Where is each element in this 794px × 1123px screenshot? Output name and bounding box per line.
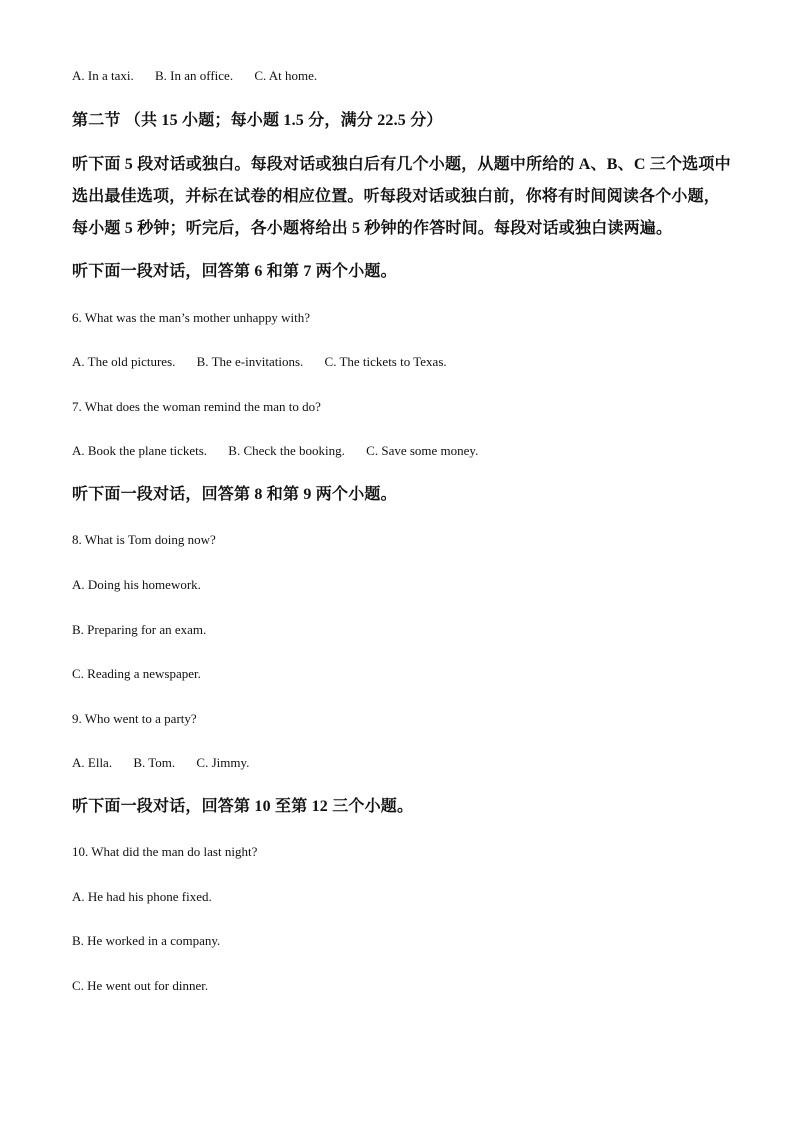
question-7: 7. What does the woman remind the man to do? [72,399,321,414]
dialog-heading-6-7: 听下面一段对话，回答第 6 和第 7 两个小题。 [72,263,397,280]
q7-option-b: B. Check the booking. [228,443,345,458]
q9-option-c: C. Jimmy. [196,755,250,770]
question-6: 6. What was the man’s mother unhappy with? [72,310,311,325]
q8-option-c: C. Reading a newspaper. [72,666,201,681]
q5-option-b: B. In an office. [154,68,234,83]
q6-option-c: C. The tickets to Texas. [324,354,447,369]
q6-option-b: B. The e-invitations. [196,354,304,369]
dialog-heading-10-12: 听下面一段对话，回答第 10 至第 12 三个小题。 [72,798,414,815]
question-8: 8. What is Tom doing now? [72,532,216,547]
q9-options [72,754,249,772]
question-10: 10. What did the man do last night? [72,844,258,859]
q5-option-c: C. At home. [254,68,318,83]
q8-option-a: A. Doing his homework. [72,577,201,592]
q8-option-b: B. Preparing for an exam. [72,622,207,637]
instruction-line-3: 每小题 5 秒钟；听完后，各小题将给出 5 秒钟的作答时间。每段对话或独白读两遍。 [72,220,673,237]
q10-option-a: A. He had his phone fixed. [72,889,212,904]
instruction-line-1: 听下面 5 段对话或独白。每段对话或独白后有几个小题，从题中所给的 A、B、C 三个选项中 [72,156,731,173]
q10-option-b: B. He worked in a company. [72,933,221,948]
q6-option-a: A. The old pictures. [72,354,176,369]
q5-options [72,67,317,85]
question-9: 9. Who went to a party? [72,711,197,726]
q7-option-c: C. Save some money. [366,443,479,458]
q10-option-c: C. He went out for dinner. [72,978,209,993]
q5-option-a: A. In a taxi. [72,68,134,83]
q9-option-b: B. Tom. [133,755,176,770]
q9-option-a: A. Ella. [72,755,113,770]
q7-option-a: A. Book the plane tickets. [72,443,208,458]
q6-options [72,353,447,371]
instruction-line-2: 选出最佳选项，并标在试卷的相应位置。听每段对话或独白前，你将有时间阅读各个小题， [72,188,721,205]
dialog-heading-8-9: 听下面一段对话，回答第 8 和第 9 两个小题。 [72,486,397,503]
q7-options [72,442,478,460]
section-2-title: 第二节 （共 15 小题；每小题 1.5 分，满分 22.5 分） [72,112,443,129]
